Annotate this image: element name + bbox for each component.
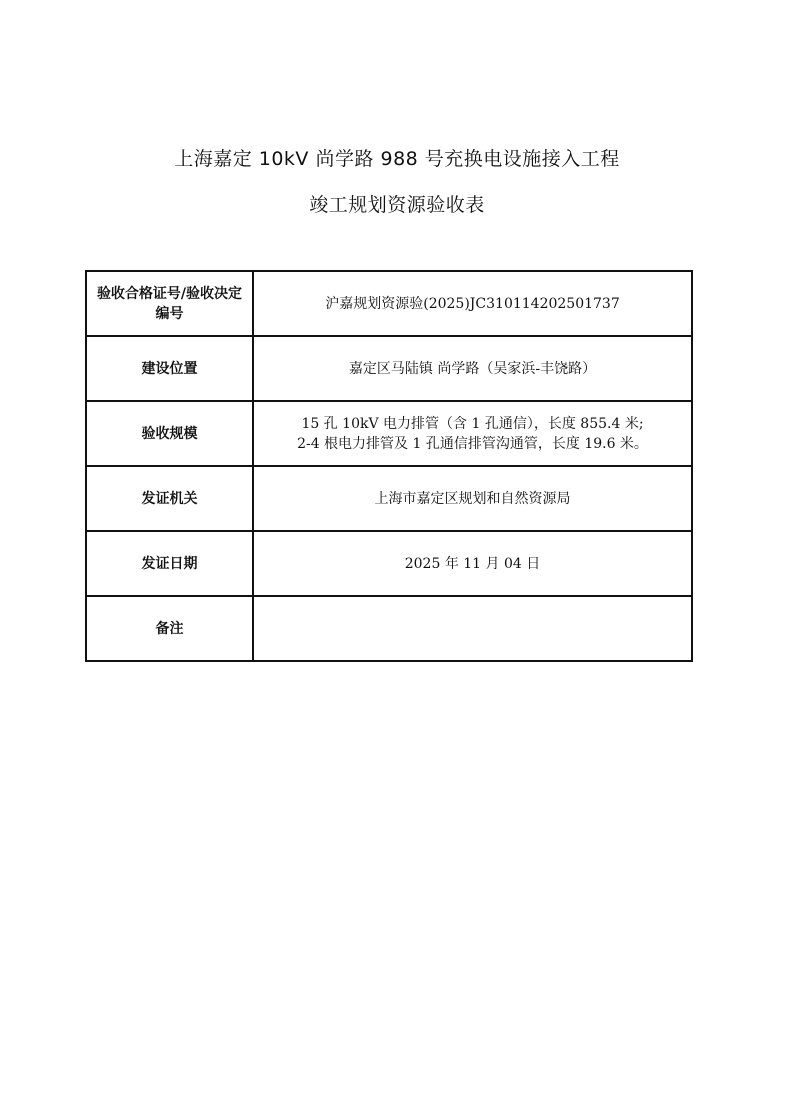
certificate-number-label: 验收合格证号/验收决定编号 bbox=[86, 271, 253, 336]
location-label: 建设位置 bbox=[86, 336, 253, 401]
issuing-authority-value bbox=[253, 466, 692, 531]
certificate-number-value bbox=[253, 271, 692, 336]
document-subtitle: 竣工规划资源验收表 bbox=[309, 194, 485, 216]
scale-label: 验收规模 bbox=[86, 401, 253, 466]
location-value bbox=[253, 336, 692, 401]
table-row-location bbox=[86, 336, 692, 401]
table-row-scale bbox=[86, 401, 692, 466]
scale-value bbox=[253, 401, 692, 466]
issue-date-text: 2025 年 11 月 04 日 bbox=[404, 555, 541, 572]
issue-date-label: 发证日期 bbox=[86, 531, 253, 596]
remarks-value bbox=[253, 596, 692, 661]
scale-text-line-1: 15 孔 10kV 电力排管（含 1 孔通信），长度 855.4 米; bbox=[301, 415, 644, 432]
issuing-authority-label: 发证机关 bbox=[86, 466, 253, 531]
table-row-issuing-authority bbox=[86, 466, 692, 531]
table-row-remarks bbox=[86, 596, 692, 661]
document-title: 上海嘉定 10kV 尚学路 988 号充换电设施接入工程 bbox=[174, 148, 620, 170]
table-row-issue-date bbox=[86, 531, 692, 596]
certificate-number-text: 沪嘉规划资源验(2025)JC310114202501737 bbox=[325, 295, 620, 312]
remarks-label: 备注 bbox=[86, 596, 253, 661]
issue-date-value bbox=[253, 531, 692, 596]
acceptance-record-table bbox=[85, 270, 693, 662]
issuing-authority-text: 上海市嘉定区规划和自然资源局 bbox=[374, 490, 571, 507]
location-text: 嘉定区马陆镇 尚学路（吴家浜-丰饶路） bbox=[348, 360, 597, 377]
table-row-certificate-number bbox=[86, 271, 692, 336]
scale-text-line-2: 2-4 根电力排管及 1 孔通信排管沟通管，长度 19.6 米。 bbox=[297, 435, 648, 452]
